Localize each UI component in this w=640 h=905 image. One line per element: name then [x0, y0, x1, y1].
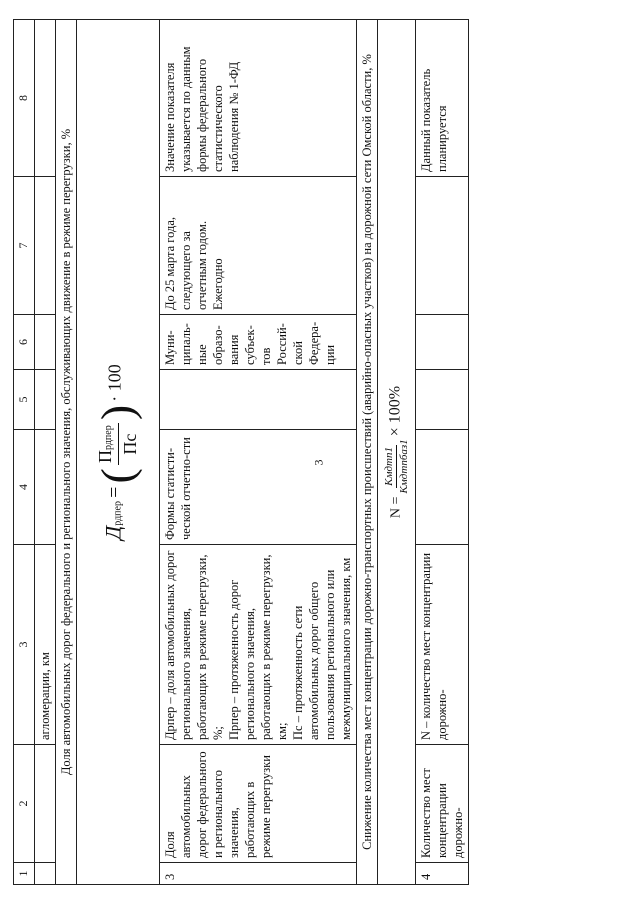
formula-1: Дрдпер = ( Прдпер Пс ) · 100 [77, 20, 160, 885]
col-header-7: 7 [14, 177, 35, 315]
column-header-row [14, 20, 35, 885]
rotated-document-sheet [13, 20, 613, 885]
formula-row-1 [77, 20, 160, 885]
formula-1-denominator: Пс [119, 433, 140, 455]
col-header-8: 8 [14, 20, 35, 177]
continuation-row [35, 20, 56, 885]
row-4-note: Данный показатель планируется [416, 20, 469, 177]
section-title-row-2 [357, 20, 378, 885]
col-header-5: 5 [14, 370, 35, 430]
section-title-row [56, 20, 77, 885]
row-3-number: 3 [160, 863, 357, 885]
formula-2-denominator: Кмдтпбаз1 [398, 439, 411, 494]
row-4-name: Количество мест концентрации дорожно- [416, 745, 469, 863]
formula-1-numerator: П [95, 450, 116, 464]
row-3-level: Муни-ципаль-ные образо-вания субъек-тов Россий-ской Федера-ции [160, 315, 357, 370]
table-row-3 [160, 20, 357, 885]
col-header-2: 2 [14, 745, 35, 863]
row-3-deadline: До 25 марта года, следующего за отчетным годом. Ежегодно [160, 177, 357, 315]
indicator-table [13, 19, 469, 885]
formula-2-multiplier: × 100% [386, 385, 404, 437]
section-1-title: Доля автомобильных дорог федерального и регионального значения, обслуживающих движение в режиме перегрузки, % [56, 20, 77, 885]
col-header-4: 4 [14, 430, 35, 545]
row-3-source: Формы статисти-ческой отчетно-сти [160, 430, 357, 545]
table-row-4 [416, 20, 469, 885]
col-header-1: 1 [14, 863, 35, 885]
row-3-name: Доля автомобильных дорог федерального и регионального значения, работающих в режиме перегрузки [160, 745, 357, 863]
row-4-definition: N – количество мест концентрации дорожно- [416, 545, 469, 745]
col-header-6: 6 [14, 315, 35, 370]
continuation-text: агломерации, км [35, 545, 56, 745]
formula-2-numerator: Кмдтп1 [382, 445, 397, 488]
col-header-3: 3 [14, 545, 35, 745]
formula-1-multiplier: · 100 [104, 364, 125, 402]
row-3-definition: Дрпер – доля автомобильных дорог регионального значения, работающих в режиме перегрузки, %; Прпер – протяженность дорог регионального значения, работающих в режиме перегрузки, км; Пс – протяженность сети автомобильных дорог общего пользования регионального или межмуниципального значения, км [160, 545, 357, 745]
row-4-number: 4 [416, 863, 469, 885]
page-number: 3 [311, 459, 326, 466]
section-2-title: Снижение количества мест концентрации дорожно-транспортных происшествий (аварийно-опасных участков) на дорожной сети Омской области, % [357, 20, 378, 885]
row-3-note: Значение показателя указывается по данным формы федерального статистического наблюдения № 1-ФД [160, 20, 357, 177]
formula-2: N = Кмдтп1 Кмдтпбаз1 × 100% [378, 20, 416, 885]
formula-row-2 [378, 20, 416, 885]
